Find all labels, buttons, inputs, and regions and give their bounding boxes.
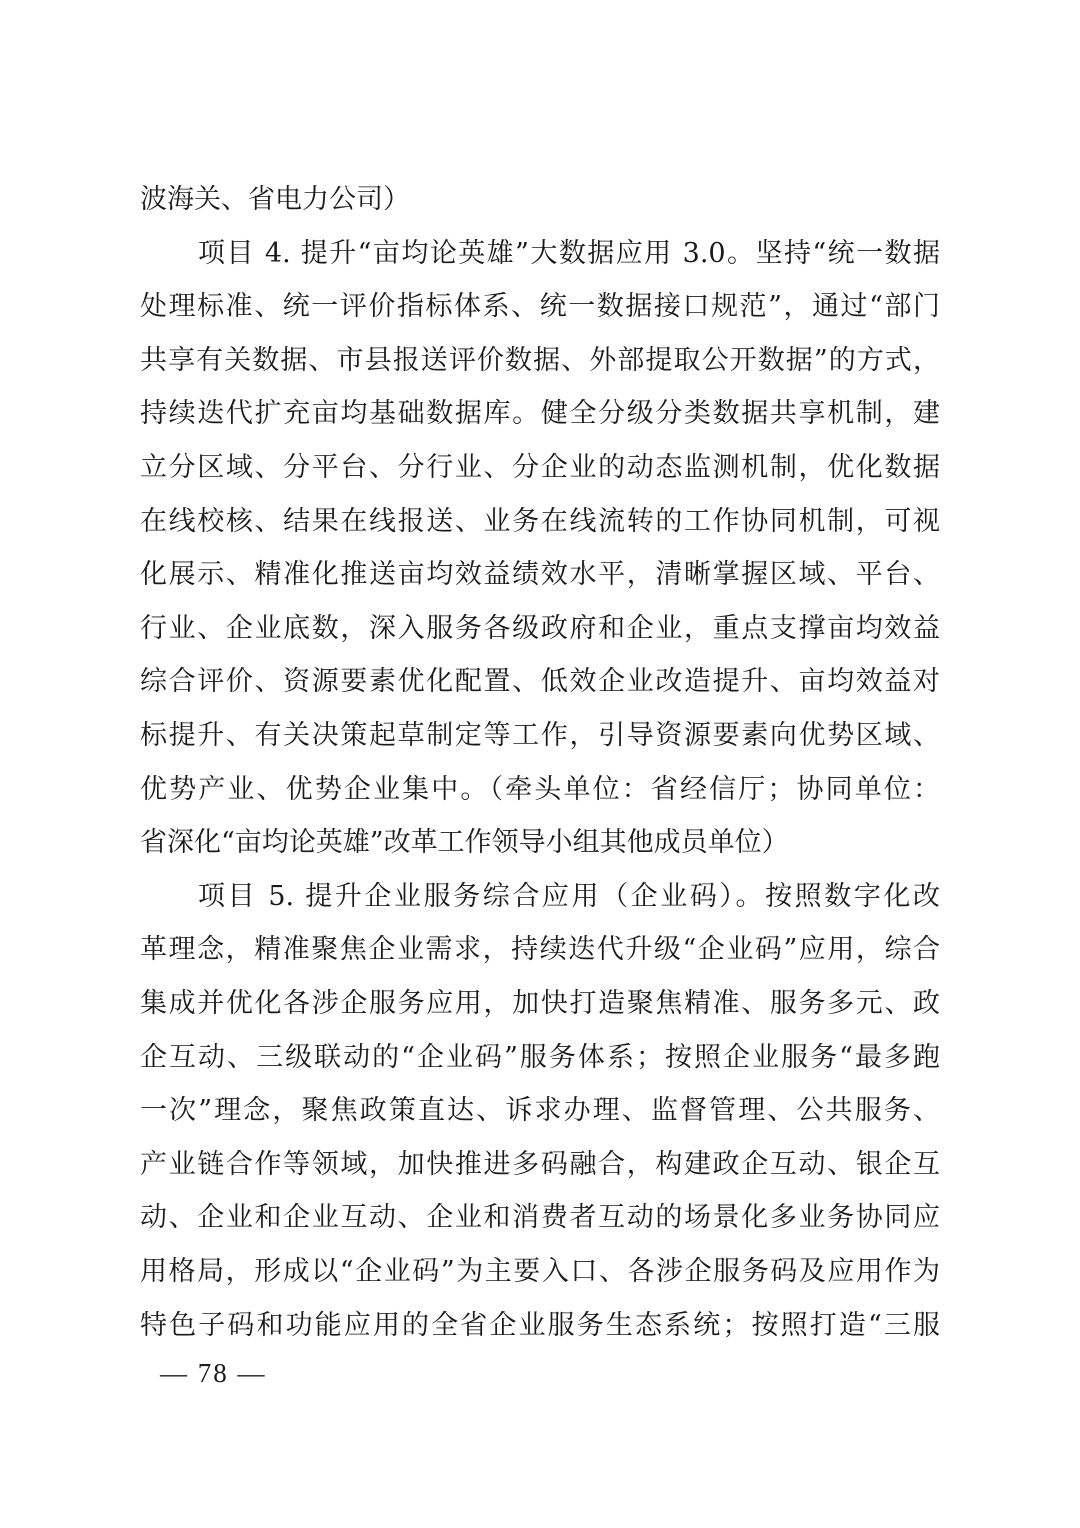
text-line: 企互动、三级联动的“企业码”服务体系；按照企业服务“最多跑 (140, 1041, 940, 1073)
text-line: 波海关、省电力公司） (140, 184, 410, 215)
text-line: 立分区域、分平台、分行业、分企业的动态监测机制，优化数据 (140, 452, 940, 483)
text-line: 持续迭代扩充亩均基础数据库。健全分级分类数据共享机制，建 (140, 398, 940, 430)
text-line: 行业、企业底数，深入服务各级政府和企业，重点支撑亩均效益 (140, 612, 940, 644)
text-line: 革理念，精准聚焦企业需求，持续迭代升级“企业码”应用，综合 (140, 934, 940, 966)
text-line: 项目 5. 提升企业服务综合应用（企业码）。按照数字化改 (198, 880, 940, 912)
text-line: 产业链合作等领域，加快推进多码融合，构建政企互动、银企互 (140, 1148, 940, 1180)
text-line: 共享有关数据、市县报送评价数据、外部提取公开数据”的方式， (140, 344, 940, 376)
text-line: 特色子码和功能应用的全省企业服务生态系统；按照打造“三服 (140, 1309, 940, 1341)
text-line: 在线校核、结果在线报送、业务在线流转的工作协同机制，可视 (140, 505, 940, 537)
text-line: 省深化“亩均论英雄”改革工作领导小组其他成员单位） (140, 827, 789, 859)
text-line: 综合评价、资源要素优化配置、低效企业改造提升、亩均效益对 (140, 666, 940, 698)
text-line: 集成并优化各涉企服务应用，加快打造聚焦精准、服务多元、政 (140, 988, 940, 1019)
text-line: 优势产业、优势企业集中。（牵头单位：省经信厅；协同单位： (140, 773, 940, 805)
text-line: 标提升、有关决策起草制定等工作，引导资源要素向优势区域、 (140, 720, 940, 751)
text-line: 处理标准、统一评价指标体系、统一数据接口规范”，通过“部门 (140, 291, 940, 323)
text-line: 用格局，形成以“企业码”为主要入口、各涉企服务码及应用作为 (140, 1256, 940, 1287)
page-number: — 78 — (160, 1358, 267, 1388)
text-line: 动、企业和企业互动、企业和消费者互动的场景化多业务协同应 (140, 1202, 940, 1234)
text-line: 项目 4. 提升“亩均论英雄”大数据应用 3.0。坚持“统一数据 (198, 237, 940, 269)
text-line: 一次”理念，聚焦政策直达、诉求办理、监督管理、公共服务、 (140, 1095, 940, 1127)
text-line: 化展示、精准化推送亩均效益绩效水平，清晰掌握区域、平台、 (140, 559, 940, 591)
